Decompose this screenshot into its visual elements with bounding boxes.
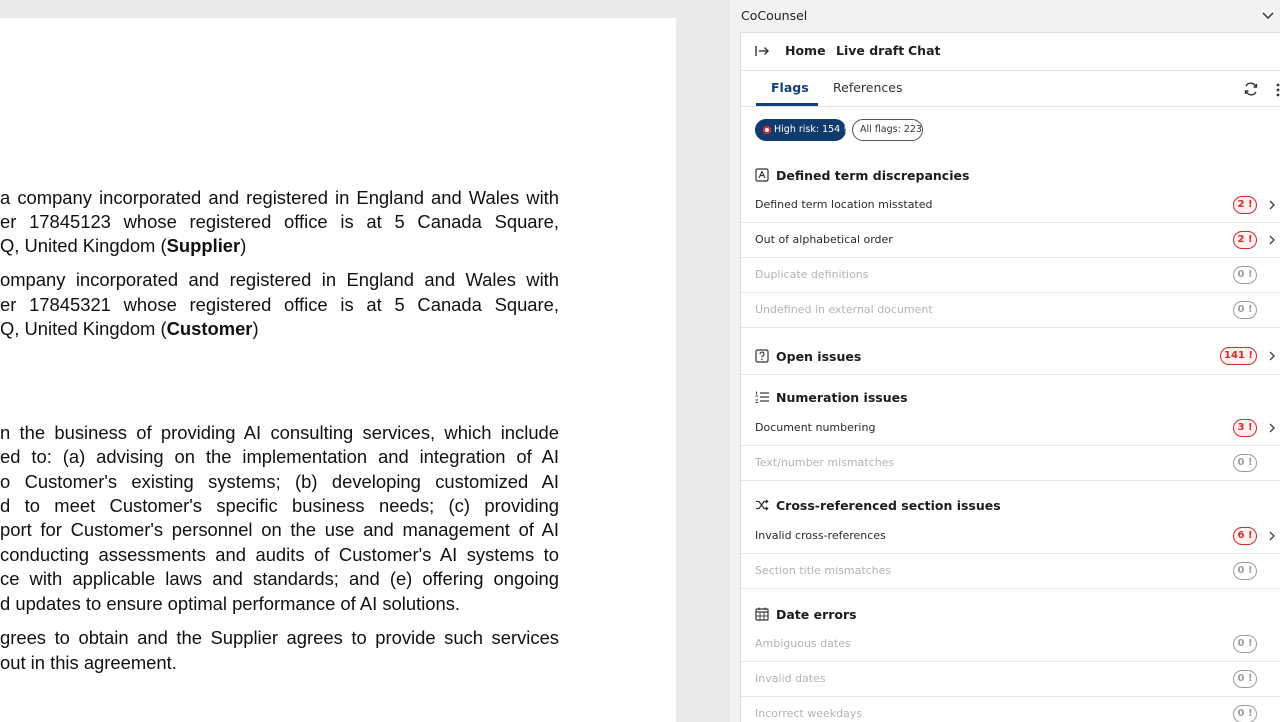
flag-count-badge: 2 ! [1233,196,1257,214]
document-line: ompany incorporated and registered in England and Wales with [0,269,559,290]
document-line: out in this agreement. [0,652,177,673]
calendar-icon [755,607,769,621]
flag-row [741,258,1280,293]
flag-label: Incorrect weekdays [755,707,863,720]
line-text: ) [252,318,259,339]
section-title: Cross-referenced section issues [776,498,1001,513]
panel-title: CoCounsel [741,8,808,23]
nav-home[interactable]: Home [785,43,826,58]
panel-header [730,0,1280,32]
document-line: d to meet Customer's specific business needs; (c) providing [0,495,559,516]
flag-count-badge: 0 ! [1233,562,1257,580]
section-title: Defined term discrepancies [776,168,970,183]
flag-row [741,446,1280,481]
flag-row[interactable] [741,223,1280,258]
flag-label: Document numbering [755,421,876,434]
all-flags-filter-chip[interactable] [852,119,923,141]
flag-count-badge: 0 ! [1233,670,1257,688]
document-line: a company incorporated and registered in England and Wales with [0,187,559,208]
document-line: port for Customer's personnel on the use and management of AI [0,519,559,540]
flag-row [741,662,1280,697]
active-tab-indicator [756,103,818,106]
flag-count-badge: 0 ! [1233,266,1257,284]
tab-references[interactable]: References [833,80,903,95]
chip-label: All flags: 223 [860,124,922,135]
flag-row[interactable] [741,411,1280,446]
flag-count-badge: 0 ! [1233,301,1257,319]
document-line: ce with applicable laws and standards; and (e) offering ongoing [0,568,559,589]
flag-label: Invalid dates [755,672,826,685]
section-title: Open issues [776,349,862,364]
flag-label: Defined term location misstated [755,198,933,211]
flag-row [741,293,1280,328]
cocounsel-panel [730,0,1280,722]
section-cross-references [755,496,1275,516]
chevron-right-icon[interactable] [1267,350,1277,362]
exit-panel-icon[interactable] [754,43,770,59]
flag-label: Ambiguous dates [755,637,851,650]
document-line: er 17845123 whose registered office is at 5 Canada Square, [0,211,559,232]
top-nav [741,33,1280,71]
flag-count-badge: 0 ! [1233,454,1257,472]
flag-label: Out of alphabetical order [755,233,893,246]
flag-label: Text/number mismatches [755,456,895,469]
flag-label: Undefined in external document [755,303,933,316]
chevron-right-icon[interactable] [1267,234,1277,246]
line-text: Q, United Kingdom ( [0,318,167,339]
section-title: Date errors [776,607,857,622]
document-line: er 17845321 whose registered office is at 5 Canada Square, [0,294,559,315]
flag-count-badge: 141 ! [1220,347,1257,365]
document-line: grees to obtain and the Supplier agrees to provide such services [0,627,559,648]
section-open-issues[interactable] [741,335,1280,375]
high-risk-filter-chip[interactable] [755,119,846,141]
flag-row[interactable] [741,188,1280,223]
chevron-right-icon[interactable] [1267,530,1277,542]
chip-label: High risk: 154 ! [774,124,848,135]
document-page[interactable] [0,18,676,722]
more-options-icon[interactable] [1275,82,1280,98]
chevron-right-icon[interactable] [1267,199,1277,211]
document-line: n the business of providing AI consulting services, which include [0,422,559,443]
flag-row[interactable] [741,519,1280,554]
flag-count-badge: 2 ! [1233,231,1257,249]
document-line [0,234,559,258]
document-line: o Customer's existing systems; (b) developing customized AI [0,471,559,492]
nav-chat[interactable]: Chat [908,43,941,58]
shuffle-icon [755,498,769,512]
flag-label: Invalid cross-references [755,529,886,542]
line-text: Q, United Kingdom ( [0,235,167,256]
refresh-icon[interactable] [1243,81,1259,97]
defined-term-supplier: Supplier [166,235,241,256]
nav-live-draft[interactable]: Live draft [836,43,905,58]
document-line [0,317,559,341]
flag-row [741,697,1280,722]
section-numeration [755,388,1275,408]
flag-label: Duplicate definitions [755,268,869,281]
document-line: d updates to ensure optimal performance of AI solutions. [0,593,461,614]
document-line: ed to: (a) advising on the implementation and integration of AI [0,446,559,467]
flag-count-badge: 3 ! [1233,419,1257,437]
question-icon [755,349,769,363]
flag-row [741,554,1280,589]
line-text: ) [240,235,247,256]
document-line: conducting assessments and audits of Customer's AI systems to [0,544,559,565]
tab-flags[interactable]: Flags [771,80,809,95]
numbered-list-icon [755,390,769,404]
flag-label: Section title mismatches [755,564,892,577]
chevron-right-icon[interactable] [1267,422,1277,434]
flag-row [741,627,1280,662]
flag-count-badge: 6 ! [1233,527,1257,545]
alert-dot-icon [763,126,771,134]
flag-count-badge: 0 ! [1233,705,1257,722]
panel-body [740,32,1280,722]
defined-term-icon [755,168,769,182]
section-defined-terms [755,166,1275,186]
section-date-errors [755,605,1275,625]
tab-bar [741,71,1280,107]
defined-term-customer: Customer [166,318,253,339]
flag-count-badge: 0 ! [1233,635,1257,653]
chevron-down-icon[interactable] [1260,7,1276,23]
section-title: Numeration issues [776,390,908,405]
